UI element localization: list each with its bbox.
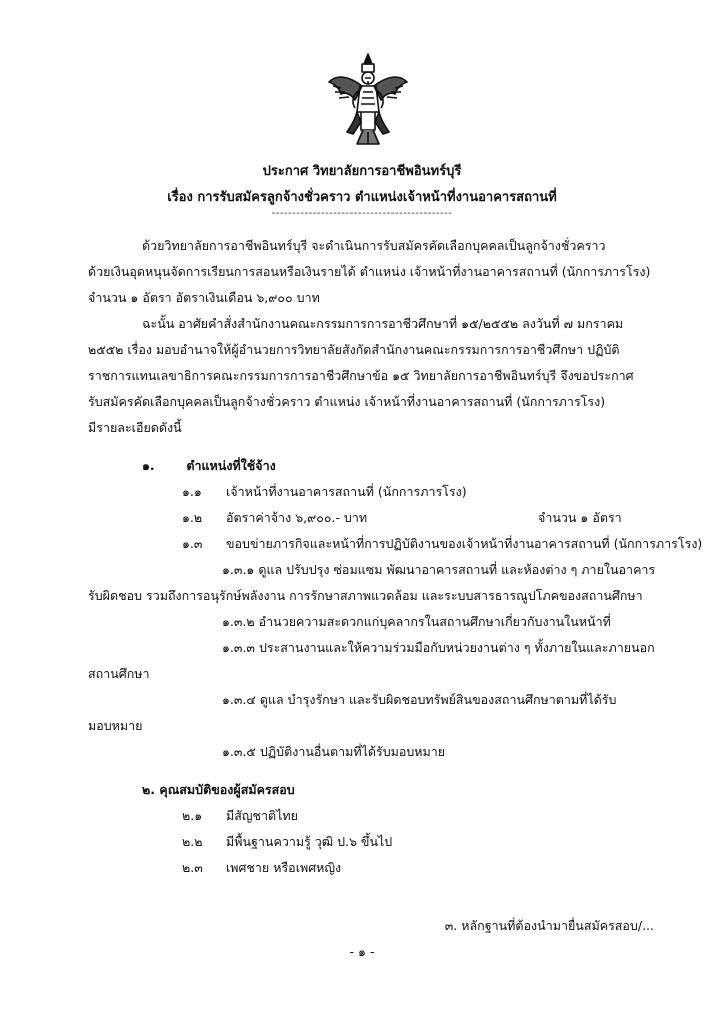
continued-note: ๓. หลักฐานที่ต้องนำมายื่นสมัครสอบ/... — [444, 918, 654, 933]
sub-item-5: ๑.๓.๕ ปฏิบัติงานอื่นตามที่ได้รับมอบหมาย — [222, 744, 446, 759]
item-text: เจ้าหน้าที่งานอาคารสถานที่ (นักการภารโรง) — [225, 484, 467, 499]
sub-item-1-cont: รับผิดชอบ รวมถึงการอนุรักษ์พลังงาน การรักษาสภาพแวดล้อม และระบบสารธารณูปโภคของสถานศึกษา — [88, 588, 643, 603]
item-text: เพศชาย หรือเพศหญิง — [225, 860, 342, 875]
announcement-title: ประกาศ วิทยาลัยการอาชีพอินทร์บุรี — [262, 164, 462, 179]
item-number: ๑.๑ — [182, 484, 202, 499]
section2-item1 — [182, 806, 298, 826]
item-text: อัตราค่าจ้าง ๖,๙๐๐.- บาท — [225, 510, 368, 525]
intro-p2-line4: รับสมัครคัดเลือกบุคคลเป็นลูกจ้างชั่วคราว ตำแหน่ง เจ้าหน้าที่งานอาคารสถานที่ (นักการภารโรง) — [88, 394, 606, 409]
separator-line: -------------------------------------------- — [271, 208, 453, 219]
item-number: ๑.๒ — [182, 510, 203, 525]
announcement-subject: เรื่อง การรับสมัครลูกจ้างชั่วคราว ตำแหน่งเจ้าหน้าที่งานอาคารสถานที่ — [167, 190, 557, 205]
intro-p2-line2: ๒๕๕๒ เรื่อง มอบอำนาจให้ผู้อำนวยการวิทยาลัยสังกัดสำนักงานคณะกรรมการการอาชีวศึกษา ปฏิบัติ — [88, 342, 620, 357]
section1-title: ตำแหน่งที่ใช้จ้าง — [186, 458, 276, 473]
item-text: มีสัญชาติไทย — [225, 808, 298, 823]
sub-item-3-cont: สถานศึกษา — [88, 666, 150, 681]
intro-p2-line5: มีรายละเอียดดังนี้ — [88, 420, 182, 435]
intro-p2-line1: ฉะนั้น อาศัยคำสั่งสำนักงานคณะกรรมการการอาชีวศึกษาที่ ๑๕/๒๕๕๒ ลงวันที่ ๗ มกราคม — [142, 316, 624, 331]
item-text: มีพื้นฐานความรู้ วุฒิ ป.๖ ขึ้นไป — [225, 834, 393, 849]
section1-heading — [142, 456, 276, 476]
item-number: ๒.๑ — [182, 808, 203, 823]
intro-p1-line3: จำนวน ๑ อัตรา อัตราเงินเดือน ๖,๙๐๐ บาท — [88, 290, 320, 305]
sub-item-1: ๑.๓.๑ ดูแล ปรับปรุง ซ่อมแซม พัฒนาอาคารสถานที่ และห้องต่าง ๆ ภายในอาคาร — [222, 562, 656, 577]
section1-number: ๑. — [142, 458, 155, 473]
item-number: ๒.๒ — [182, 834, 203, 849]
section1-item2 — [182, 508, 367, 528]
sub-item-4: ๑.๓.๔ ดูแล บำรุงรักษา และรับผิดชอบทรัพย์สินของสถานศึกษาตามที่ได้รับ — [222, 692, 617, 707]
intro-p1-line2: ด้วยเงินอุดหนุนจัดการเรียนการสอนหรือเงินรายได้ ตำแหน่ง เจ้าหน้าที่งานอาคารสถานที่ (นักการภารโรง) — [88, 264, 651, 279]
sub-item-3: ๑.๓.๓ ประสานงานและให้ความร่วมมือกับหน่วยงานต่าง ๆ ทั้งภายในและภายนอก — [222, 640, 655, 655]
item-number: ๒.๓ — [182, 860, 203, 875]
garuda-emblem — [327, 52, 409, 148]
section1-item1 — [182, 482, 467, 502]
section2-item3 — [182, 858, 341, 878]
intro-p2-line3: ราชการแทนเลขาธิการคณะกรรมการการอาชีวศึกษาข้อ ๑๕ วิทยาลัยการอาชีพอินทร์บุรี จึงขอประกาศ — [88, 368, 634, 383]
section2-item2 — [182, 832, 392, 852]
section1-item2-quota: จำนวน ๑ อัตรา — [538, 510, 622, 525]
intro-p1-line1: ด้วยวิทยาลัยการอาชีพอินทร์บุรี จะดำเนินการรับสมัครคัดเลือกบุคคลเป็นลูกจ้างชั่วคราว — [142, 238, 606, 253]
sub-item-4-cont: มอบหมาย — [88, 718, 143, 733]
item-number: ๑.๓ — [182, 536, 203, 551]
section2-heading: ๒. คุณสมบัติของผู้สมัครสอบ — [142, 782, 295, 797]
section1-item3 — [182, 534, 702, 554]
item-text: ขอบข่ายภารกิจและหน้าที่การปฏิบัติงานของเจ้าหน้าที่งานอาคารสถานที่ (นักการภารโรง) — [225, 536, 703, 551]
page-number: - ๑ - — [349, 944, 375, 959]
sub-item-2: ๑.๓.๒ อำนวยความสะดวกแก่บุคลากรในสถานศึกษาเกี่ยวกับงานในหน้าที่ — [222, 614, 611, 629]
